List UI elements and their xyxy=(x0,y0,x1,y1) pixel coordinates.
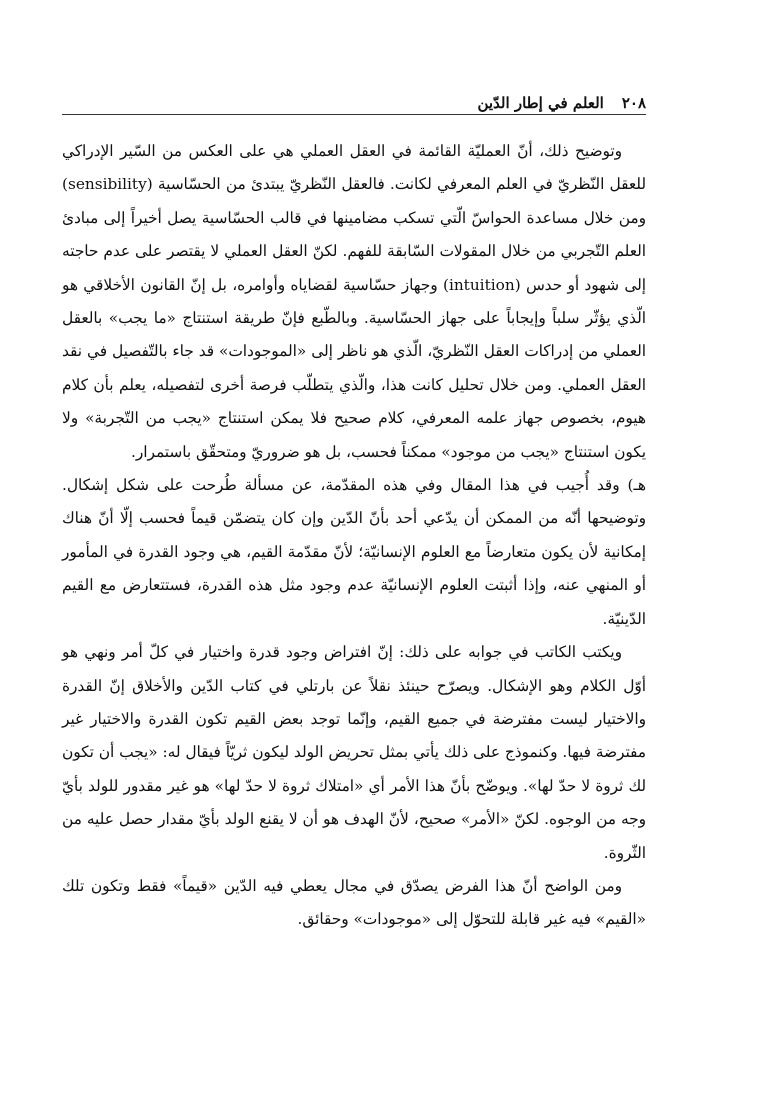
page-header xyxy=(62,86,646,112)
paragraph-3: ويكتب الكاتب في جوابه على ذلك: إنّ افتراض وجود قدرة واختيار في كلّ أمر ونهي هو أوّل الكلام وهو الإشكال. ويصرّح حينئذ نقلاً عن بارتلي في كتاب الدّين والأخلاق إنّ القدرة والاختيار ليست مفترضة في جميع القيم، وإنّما توجد بعض القيم تكون القدرة والاختيار غير مفترضة فيها. وكنموذج على ذلك يأتي بمثل تحريض الولد ليكون ثريّاً فيقال له: «يجب أن تكون لك ثروة لا حدّ لها». ويوضّح بأنّ هذا الأمر أي «امتلاك ثروة لا حدّ لها» هو غير مقدور للولد بأيّ وجه من الوجوه. لكنّ «الأمر» صحيح، لأنّ الهدف هو أن لا يقنع الولد بأيّ مقدار حصل عليه من الثّروة. xyxy=(62,643,646,862)
body-text xyxy=(62,135,646,937)
paragraph-1: وتوضيح ذلك، أنّ العمليّة القائمة في العقل العملي هي على العكس من السّير الإدراكي للعقل النّظريّ في العلم المعرفي لكانت. فالعقل النّظريّ يبتدئ من الحسّاسية (sensibility) ومن خلال مساعدة الحواسّ الّتي تسكب مضامينها في قالب الحسّاسية يصل أخيراً إلى مبادئ العلم التّجربي من خلال المقولات السّابقة للفهم. لكنّ العقل العملي لا يقتصر على عدم حاجته إلى شهود أو حدس (intuition) وجهاز حسّاسية لقضاياه وأوامره، بل إنّ القانون الأخلاقي هو الّذي يؤثّر سلباً وإيجاباً على جهاز الحسّاسية. وبالطّبع فإنّ طريقة استنتاج «ما يجب» بالعقل العملي من إدراكات العقل النّظريّ، الّذي هو ناظر إلى «الموجودات» قد جاء بالتّفصيل في نقد العقل العملي. ومن خلال تحليل كانت هذا، والّذي يتطلّب فرصة أخرى لتفصيله، يعلم بأن كلام هيوم، بخصوص جهاز علمه المعرفي، كلام صحيح فلا يمكن استنتاج «يجب من التّجربة» ولا يكون استنتاج «يجب من موجود» ممكناً فحسب، بل هو ضروريّ ومتحقّق باستمرار. xyxy=(62,142,646,461)
paragraph-2: هـ) وقد أُجيب في هذا المقال وفي هذه المقدّمة، عن مسألة طُرحت على شكل إشكال. وتوضيحها أنّه من الممكن أن يدّعي أحد بأنّ الدّين وإن كان يتضمّن قيماً فحسب إلّا أنّ هناك إمكانية لأن يكون متعارضاً مع العلوم الإنسانيّة؛ لأنّ مقدّمة القيم، هي وجود القدرة في المأمور أو المنهي عنه، وإذا أثبتت العلوم الإنسانيّة عدم وجود مثل هذه القدرة، فستتعارض مع القيم الدّينيّة. xyxy=(62,476,646,628)
running-title: العلم في إطار الدّين xyxy=(477,94,604,112)
page-number: ٢٠٨ xyxy=(621,94,646,112)
header-divider xyxy=(62,114,646,115)
paragraph-4: ومن الواضح أنّ هذا الفرض يصدّق في مجال يعطي فيه الدّين «قيماً» فقط وتكون تلك «القيم» فيه غير قابلة للتحوّل إلى «موجودات» وحقائق. xyxy=(62,876,646,929)
